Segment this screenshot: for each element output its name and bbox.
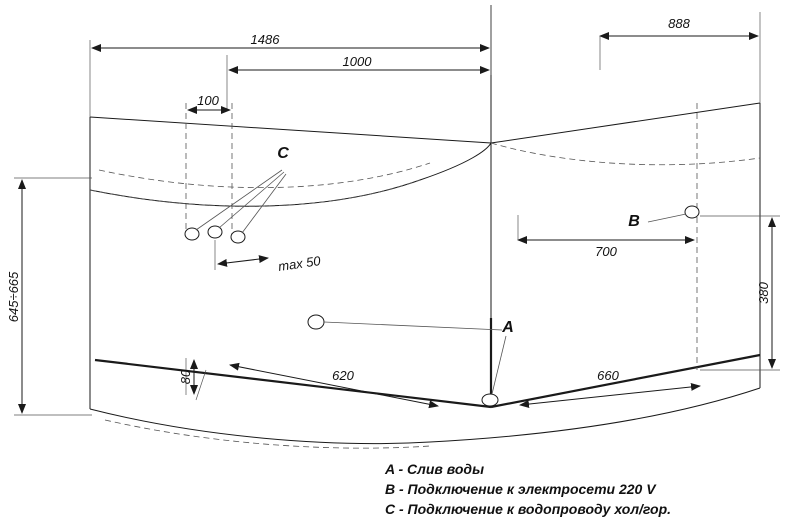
callout-a-label: A [502,319,514,336]
dim-620: 620 [332,368,354,383]
dim-888: 888 [668,16,690,31]
left-height-dimension [6,178,92,415]
legend-item-b: B - Подключение к электросети 220 V [385,481,656,497]
dim-max-50: max 50 [277,253,322,274]
dim-80: 80 [178,369,193,385]
dim-645-665: 645÷665 [6,271,21,323]
dim-1486: 1486 [250,32,280,47]
legend-item-a: A - Слив воды [385,461,485,477]
dim-660: 660 [597,368,619,383]
callout-b-label: B [628,213,640,230]
callout-c-label: C [277,145,289,162]
legend [384,461,671,517]
callout-a-group [308,315,514,406]
dim-100: 100 [197,93,219,108]
dim-380: 380 [756,282,771,304]
dim-1000: 1000 [342,54,372,69]
callout-c-group [185,145,322,274]
dim-700: 700 [595,244,617,259]
top-dimensions [90,5,760,117]
legend-item-c: C - Подключение к водопроводу хол/гор. [385,501,672,517]
callout-b-group [518,206,780,370]
